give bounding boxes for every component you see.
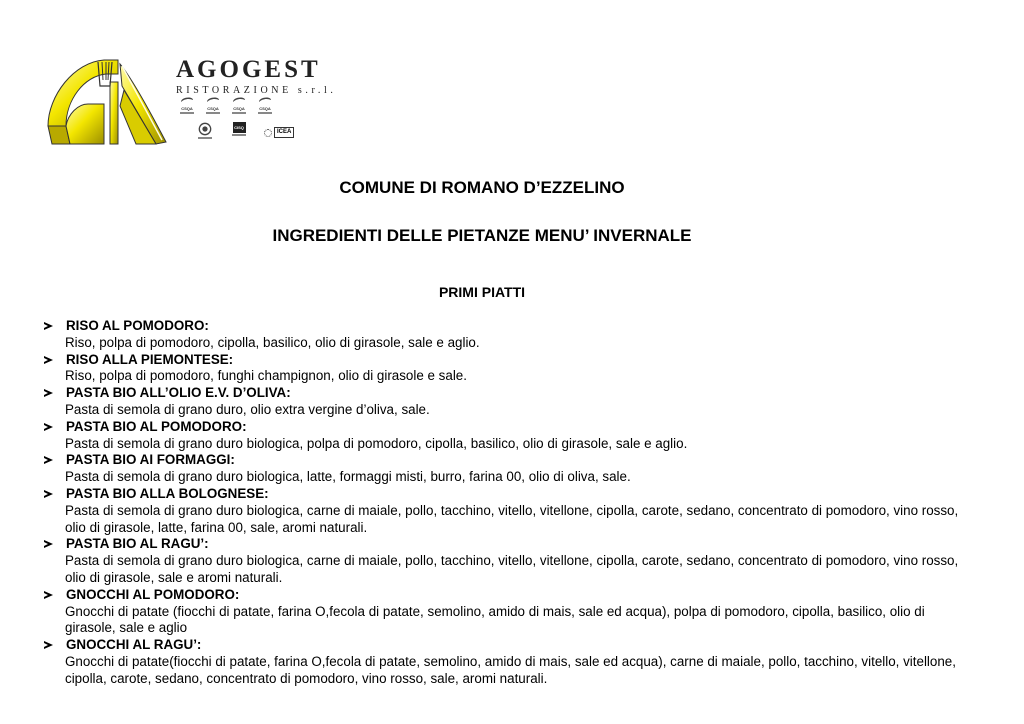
list-item xyxy=(44,587,964,637)
brand-name: AGOGEST xyxy=(176,56,321,83)
cisq-icon xyxy=(230,122,248,136)
list-item xyxy=(44,352,964,386)
list-item xyxy=(44,536,964,586)
dish-name: PASTA BIO AL POMODORO: xyxy=(66,418,247,434)
brand-block xyxy=(176,57,336,96)
municipality-heading: COMUNE DI ROMANO D’EZZELINO xyxy=(339,178,625,197)
arrow-bullet-icon xyxy=(44,423,53,431)
arrow-bullet-icon xyxy=(44,641,53,649)
arrow-bullet-icon xyxy=(44,490,53,498)
dish-ingredients: Pasta di semola di grano duro biologica, carne di maiale, pollo, tacchino, vitello, vitellone, cipolla, carote, sedano, concentrato di pomodoro, vino rosso, olio di girasole, latte, farina 00, sale, aromi naturali. xyxy=(65,502,959,535)
csqa-icon xyxy=(178,94,196,114)
list-item xyxy=(44,318,964,352)
list-item xyxy=(44,637,964,687)
list-item xyxy=(44,419,964,453)
dish-name: GNOCCHI AL POMODORO: xyxy=(66,586,240,602)
csqa-icon xyxy=(230,94,248,114)
dish-ingredients: Gnocchi di patate (fiocchi di patate, farina O,fecola di patate, semolino, amido di mais, sale ed acqua), polpa di pomodoro, cipolla, basilico, olio di girasole, sale e aglio xyxy=(65,603,925,636)
cert-label: CSQA xyxy=(233,106,245,111)
dish-name: RISO ALLA PIEMONTESE: xyxy=(66,351,234,367)
cert-label: CSQA xyxy=(181,106,193,111)
icea-icon xyxy=(264,124,298,142)
dish-ingredients: Riso, polpa di pomodoro, cipolla, basilico, olio di girasole, sale e aglio. xyxy=(65,334,480,350)
section-heading: PRIMI PIATTI xyxy=(438,284,526,300)
list-item xyxy=(44,452,964,486)
dish-name: PASTA BIO AI FORMAGGI: xyxy=(66,452,235,468)
cert-label: CSQA xyxy=(259,106,271,111)
dish-name: PASTA BIO ALLA BOLOGNESE: xyxy=(66,485,269,501)
csqa-icon xyxy=(204,94,222,114)
list-item xyxy=(44,486,964,536)
csqa-icon xyxy=(256,94,274,114)
certification-seal-icon xyxy=(196,122,214,139)
icea-label: ICEA xyxy=(274,127,294,138)
cert-label: CSQA xyxy=(207,106,219,111)
agogest-logo xyxy=(44,56,172,148)
cisq-label: CISQ xyxy=(233,122,246,133)
dish-list xyxy=(44,318,964,688)
dish-ingredients: Pasta di semola di grano duro biologica, polpa di pomodoro, cipolla, basilico, olio di girasole, sale e aglio. xyxy=(65,435,688,451)
arrow-bullet-icon xyxy=(44,456,53,464)
dish-name: PASTA BIO AL RAGU’: xyxy=(66,536,209,552)
arrow-bullet-icon xyxy=(44,356,53,364)
dish-ingredients: Pasta di semola di grano duro biologica, latte, formaggi misti, burro, farina 00, olio di oliva, sale. xyxy=(65,469,631,485)
dish-ingredients: Pasta di semola di grano duro biologica, carne di maiale, pollo, tacchino, vitello, vitellone, cipolla, carote, sedano, concentrato di pomodoro, vino rosso, olio di girasole, sale e aromi naturali. xyxy=(65,553,959,585)
dish-name: PASTA BIO ALL’OLIO E.V. D’OLIVA: xyxy=(66,385,291,401)
arrow-bullet-icon xyxy=(44,540,53,548)
dish-ingredients: Pasta di semola di grano duro, olio extra vergine d’oliva, sale. xyxy=(65,401,430,417)
arrow-bullet-icon xyxy=(44,389,53,397)
arrow-bullet-icon xyxy=(44,591,53,599)
dish-name: GNOCCHI AL RAGU’: xyxy=(66,637,202,653)
arrow-bullet-icon xyxy=(44,322,53,330)
certification-logos xyxy=(176,94,326,146)
document-title: INGREDIENTI DELLE PIETANZE MENU’ INVERNALE xyxy=(272,226,692,245)
list-item xyxy=(44,385,964,419)
dish-ingredients: Riso, polpa di pomodoro, funghi champignon, olio di girasole e sale. xyxy=(65,368,467,384)
dish-ingredients: Gnocchi di patate(fiocchi di patate, farina O,fecola di patate, semolino, amido di mais, sale ed acqua), carne di maiale, pollo, tacchino, vitello, vitellone, cipolla, carote, sedano, concentrato di pomodoro, vino rosso, sale, aromi naturali. xyxy=(65,653,956,686)
brand-subtitle: RISTORAZIONE s.r.l. xyxy=(176,85,337,96)
dish-name: RISO AL POMODORO: xyxy=(66,318,209,333)
icea-gear-icon xyxy=(264,129,272,137)
